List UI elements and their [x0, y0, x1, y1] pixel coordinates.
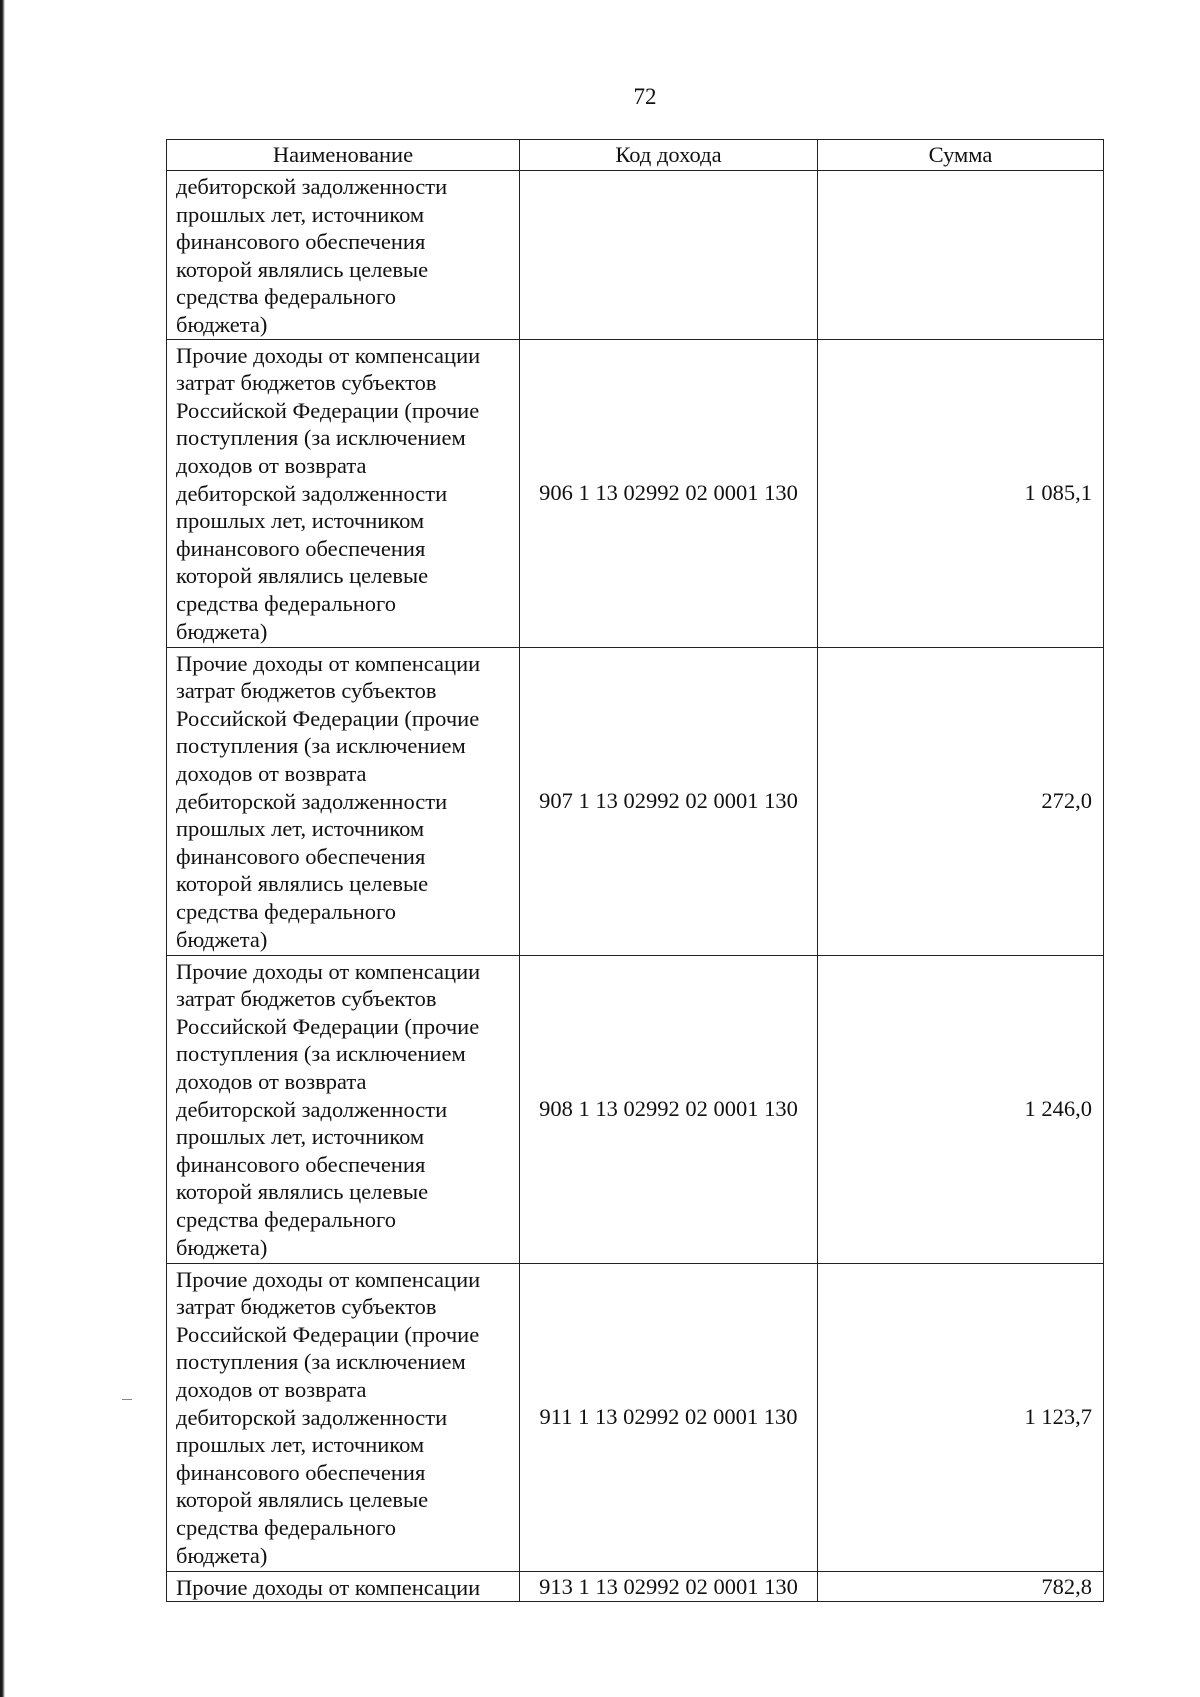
stray-scan-mark	[122, 1399, 132, 1400]
row-sum: 782,8	[818, 1571, 1104, 1602]
row-sum: 272,0	[818, 647, 1104, 955]
table-row	[167, 647, 1104, 955]
row-code: 913 1 13 02992 02 0001 130	[520, 1571, 818, 1602]
row-sum: 1 085,1	[818, 339, 1104, 647]
table-row	[167, 171, 1104, 340]
row-name: дебиторской задолженности прошлых лет, источником финансового обеспечения которой являлись целевые средства федерального бюджета)	[176, 174, 448, 337]
income-table	[166, 139, 1104, 1602]
header-name: Наименование	[167, 140, 520, 171]
row-name-cell	[167, 1263, 520, 1571]
row-sum	[818, 171, 1104, 340]
page-number: 72	[633, 84, 657, 109]
row-code	[520, 171, 818, 340]
row-name: Прочие доходы от компенсации затрат бюджетов субъектов Российской Федерации (прочие поступления (за исключением доходов от возврата дебиторской задолженности прошлых лет, источником финансового обеспечения которой являлись целевые средства федерального бюджета)	[176, 1266, 481, 1568]
row-name-cell	[167, 1571, 520, 1602]
header-code: Код дохода	[520, 140, 818, 171]
table-row	[167, 339, 1104, 647]
row-name-cell	[167, 955, 520, 1263]
table-row	[167, 1263, 1104, 1571]
row-code: 908 1 13 02992 02 0001 130	[520, 955, 818, 1263]
table-row	[167, 955, 1104, 1263]
row-name: Прочие доходы от компенсации	[176, 1574, 481, 1600]
row-name: Прочие доходы от компенсации затрат бюджетов субъектов Российской Федерации (прочие поступления (за исключением доходов от возврата дебиторской задолженности прошлых лет, источником финансового обеспечения которой являлись целевые средства федерального бюджета)	[176, 958, 481, 1260]
row-code: 907 1 13 02992 02 0001 130	[520, 647, 818, 955]
row-name: Прочие доходы от компенсации затрат бюджетов субъектов Российской Федерации (прочие поступления (за исключением доходов от возврата дебиторской задолженности прошлых лет, источником финансового обеспечения которой являлись целевые средства федерального бюджета)	[176, 650, 481, 952]
row-code: 906 1 13 02992 02 0001 130	[520, 339, 818, 647]
row-code: 911 1 13 02992 02 0001 130	[520, 1263, 818, 1571]
row-sum: 1 246,0	[818, 955, 1104, 1263]
row-name-cell	[167, 647, 520, 955]
scan-edge-shadow	[0, 0, 5, 1697]
header-sum: Сумма	[818, 140, 1104, 171]
row-name: Прочие доходы от компенсации затрат бюджетов субъектов Российской Федерации (прочие поступления (за исключением доходов от возврата дебиторской задолженности прошлых лет, источником финансового обеспечения которой являлись целевые средства федерального бюджета)	[176, 342, 481, 644]
row-name-cell	[167, 339, 520, 647]
row-sum: 1 123,7	[818, 1263, 1104, 1571]
table-header-row	[167, 140, 1104, 171]
row-name-cell	[167, 171, 520, 340]
table-row	[167, 1571, 1104, 1602]
